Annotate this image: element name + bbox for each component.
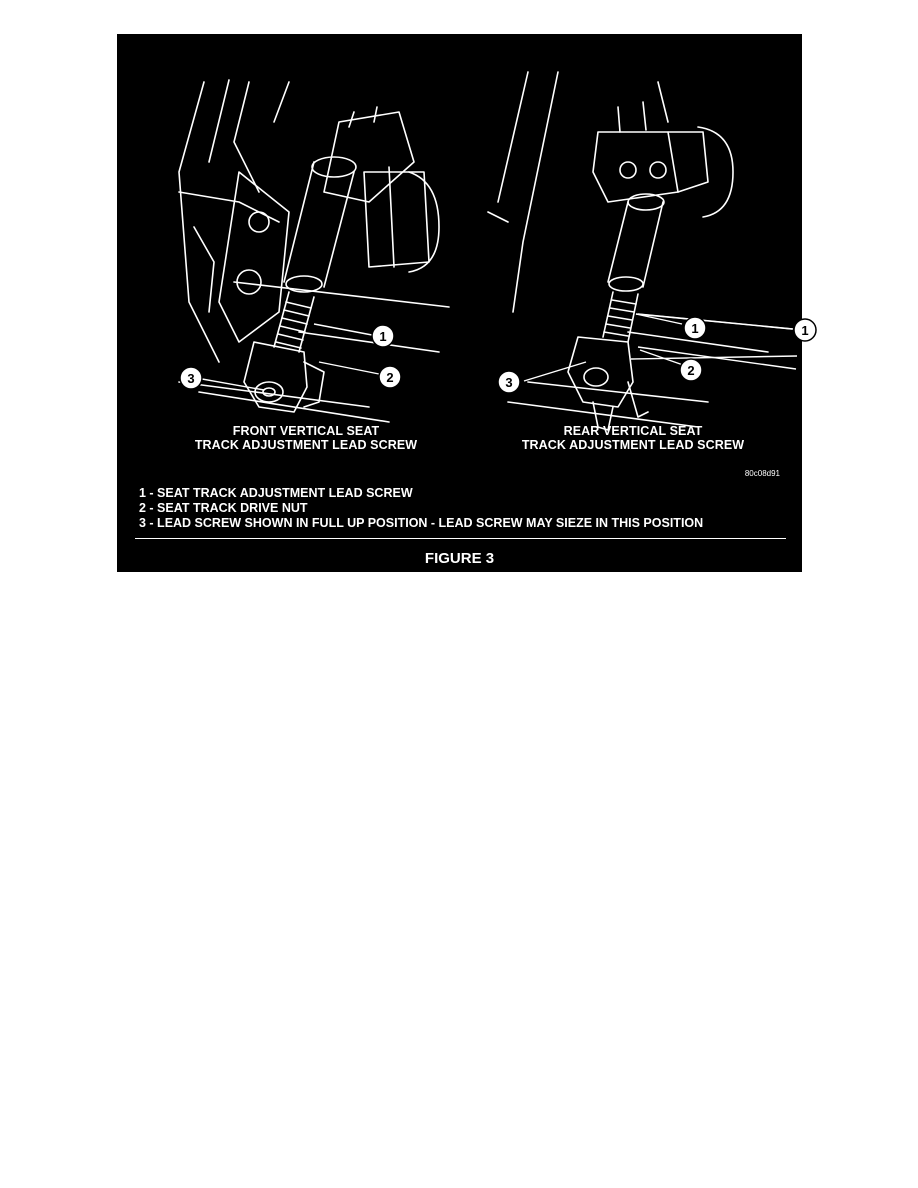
divider	[135, 538, 786, 539]
front-callout-2	[379, 366, 401, 388]
front-caption	[147, 424, 465, 452]
rear-callout-3	[498, 371, 520, 393]
figure-panel	[117, 34, 809, 572]
rear-caption-line-2: TRACK ADJUSTMENT LEAD SCREW	[521, 438, 745, 452]
legend-item-2: 2 - SEAT TRACK DRIVE NUT	[139, 501, 308, 515]
legend-item-1: 1 - SEAT TRACK ADJUSTMENT LEAD SCREW	[139, 486, 413, 500]
front-callout-1	[372, 325, 394, 347]
front-lead-screw-illustration	[139, 52, 457, 437]
legend-item-3: 3 - LEAD SCREW SHOWN IN FULL UP POSITION - LEAD SCREW MAY SIEZE IN THIS POSITION	[139, 516, 704, 530]
legend	[139, 486, 703, 531]
svg-text:1: 1	[801, 323, 809, 338]
svg-text:2: 2	[386, 370, 394, 385]
rear-callouts-layer	[468, 52, 786, 437]
rear-caption	[474, 424, 792, 452]
figure-title: FIGURE 3	[424, 550, 495, 567]
rear-caption-line-1: REAR VERTICAL SEAT	[563, 424, 703, 438]
front-callout-3	[180, 367, 202, 389]
rear-callout-2	[680, 359, 702, 381]
front-caption-line-2: TRACK ADJUSTMENT LEAD SCREW	[194, 438, 418, 452]
svg-text:2: 2	[687, 363, 695, 378]
image-code: 80c08d91	[744, 469, 780, 478]
svg-text:1: 1	[691, 321, 699, 336]
front-caption-line-1: FRONT VERTICAL SEAT	[232, 424, 380, 438]
svg-text:3: 3	[187, 371, 195, 386]
svg-text:3: 3	[505, 375, 513, 390]
rear-callout-1	[794, 319, 816, 341]
svg-text:1: 1	[379, 329, 387, 344]
rear-callout-1	[684, 317, 706, 339]
